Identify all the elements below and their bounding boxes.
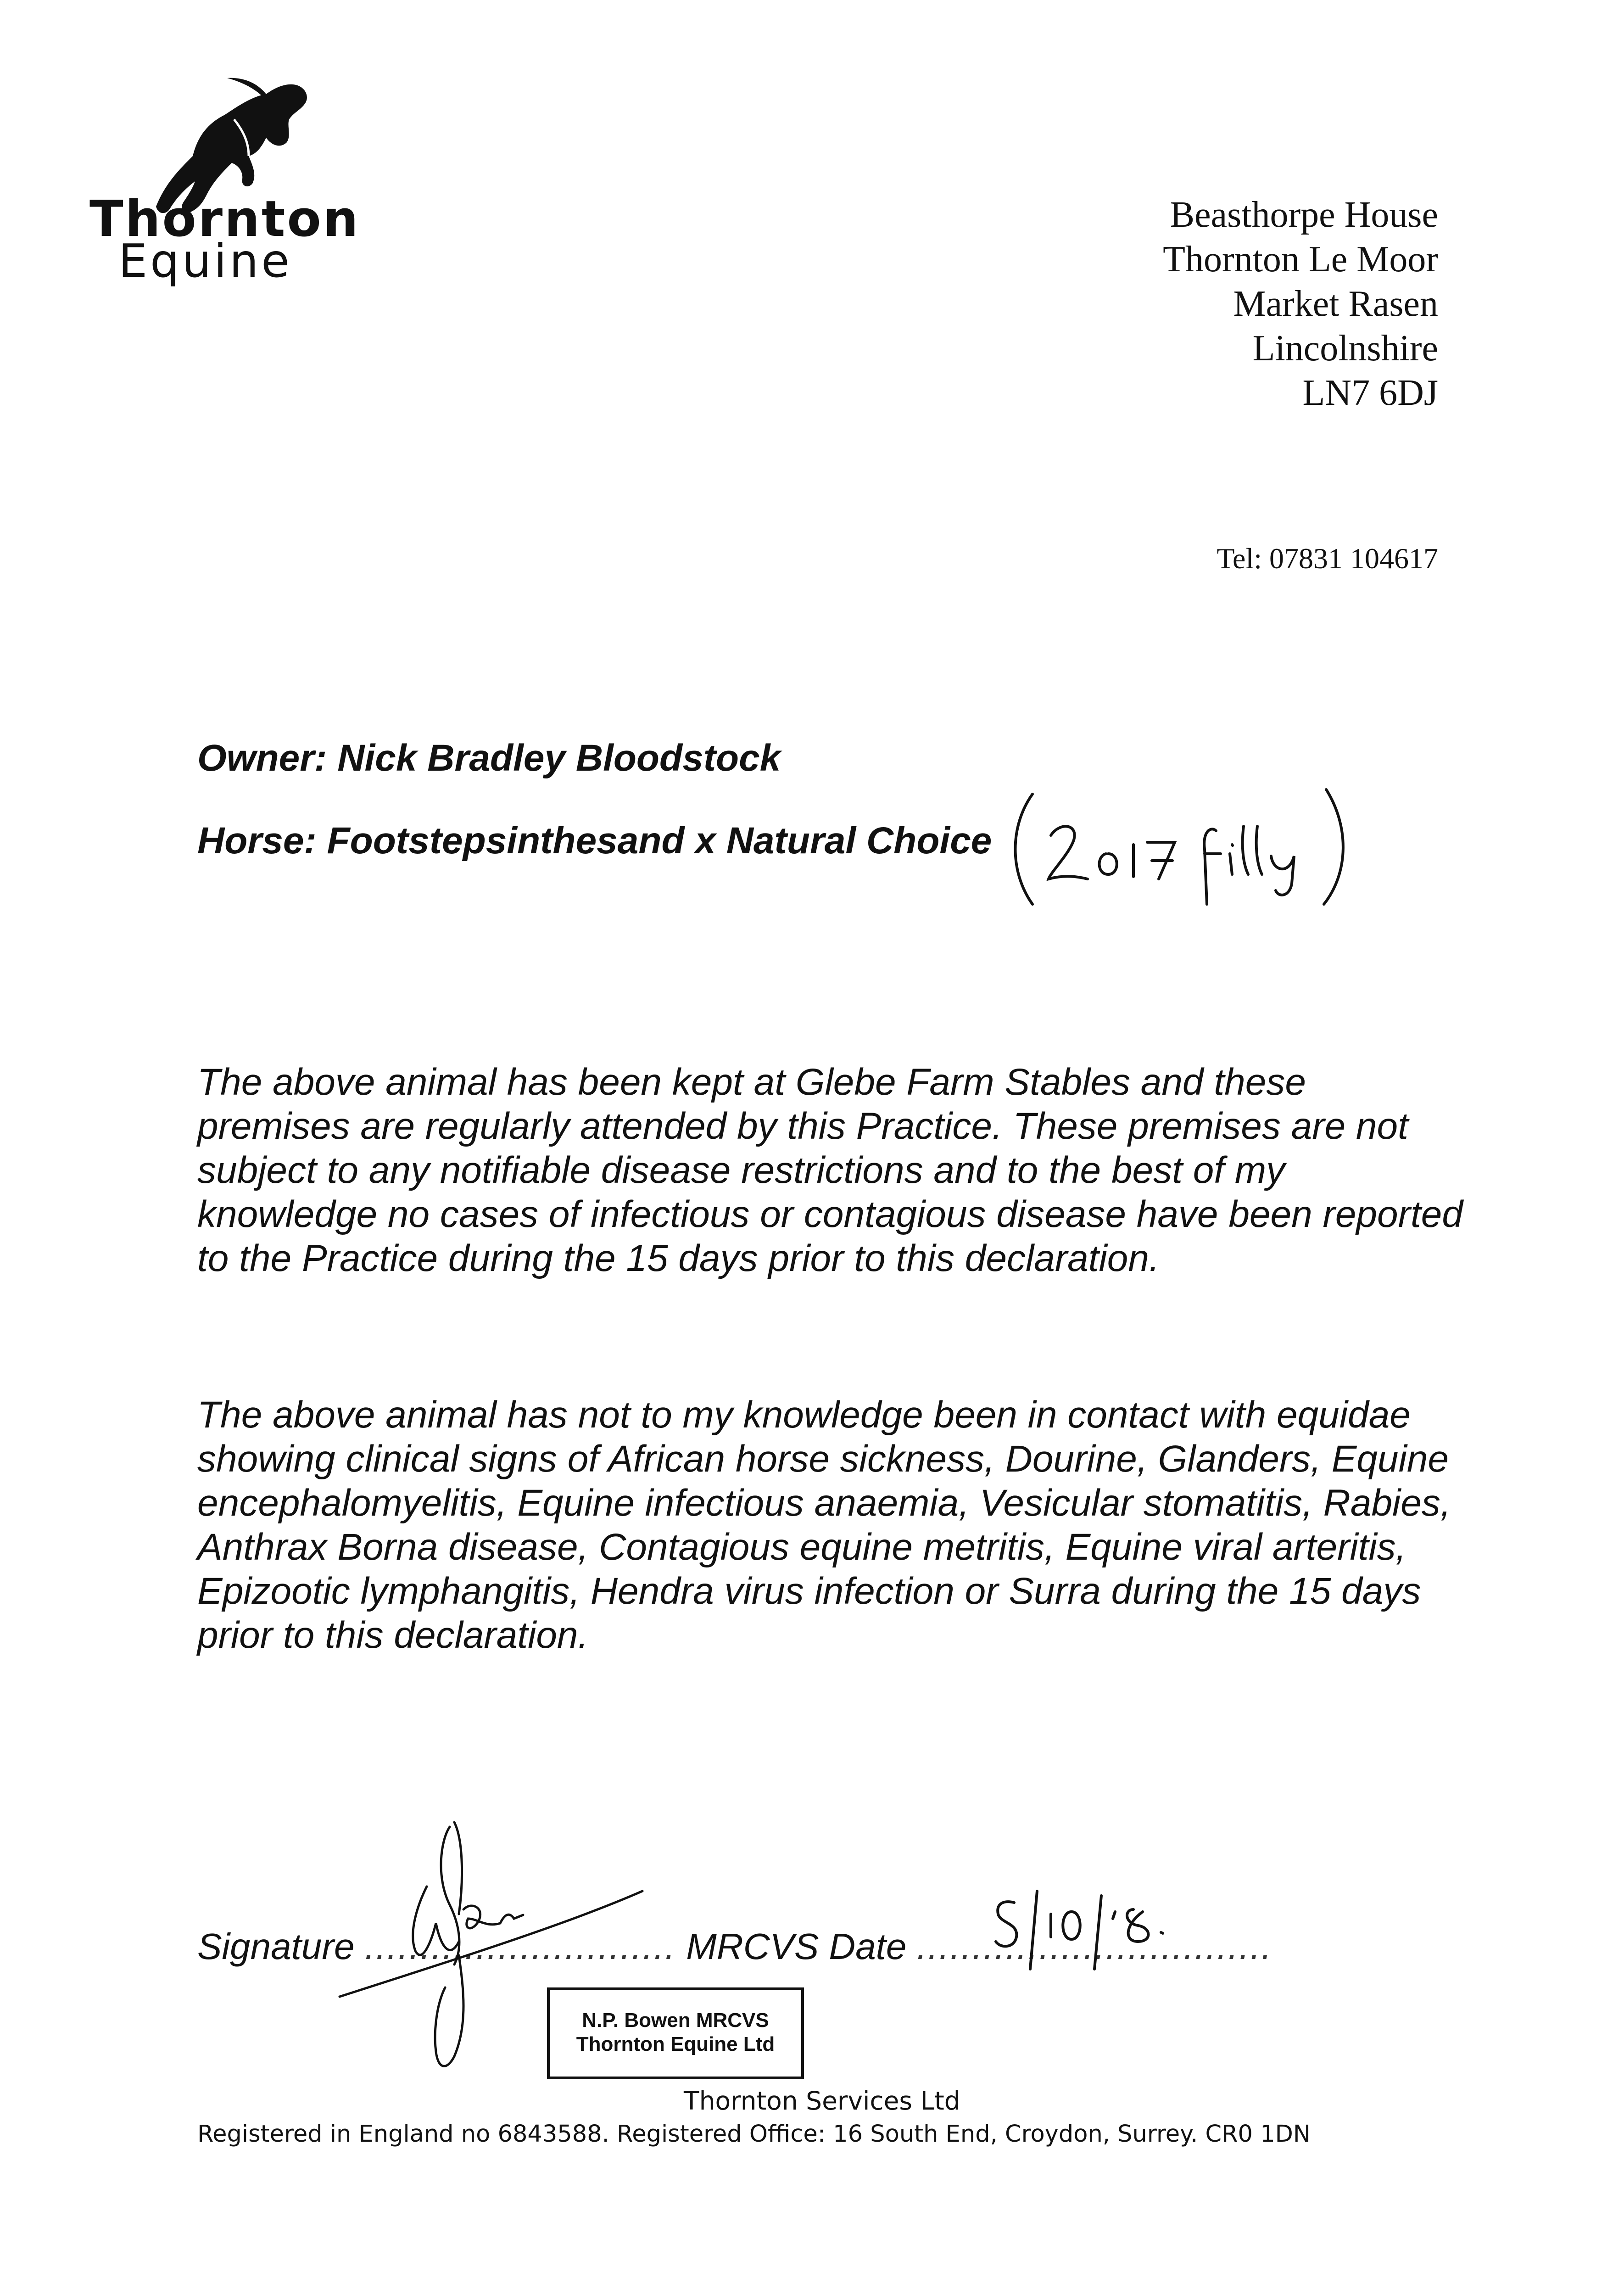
handwritten-date — [987, 1882, 1244, 1974]
date-dots: ................................ — [916, 1926, 1272, 1967]
telephone: Tel: 07831 104617 — [1217, 542, 1438, 575]
horse-line: Horse: Footstepsinthesand x Natural Choice — [197, 820, 992, 862]
address-line: Market Rasen — [1233, 284, 1438, 324]
signature-label: Signature — [197, 1926, 355, 1967]
mrcvs-date-label: MRCVS Date — [686, 1926, 907, 1967]
stamp-line-2: Thornton Equine Ltd — [576, 2033, 775, 2055]
logo-wordmark-top: Thornton — [89, 190, 360, 248]
declaration-paragraph-1: The above animal has been kept at Glebe Farm Stables and these premises are regularly attended by this Practice. These premises are not subject to any notifiable disease restrictions and to the best of my knowledge no cases of infectious or contagious disease have been reported to the Practice during the 15 days prior to this declaration. — [197, 1061, 1463, 1279]
address-line: Lincolnshire — [1252, 328, 1438, 369]
address-line: Beasthorpe House — [1170, 195, 1438, 235]
owner-line: Owner: Nick Bradley Bloodstock — [197, 737, 781, 779]
registered-office: Registered in England no 6843588. Registered Office: 16 South End, Croydon, Surrey. CR0 1DN — [197, 2121, 1311, 2148]
declaration-paragraph-2: The above animal has not to my knowledge been in contact with equidae showing clinical signs of African horse sickness, Dourine, Glanders, Equine encephalomyelitis, Equine infectious anaemia, Vesicular stomatitis, Rabies, Anthrax Borna disease, Contagious equine metritis, Equine viral arteritis, Epizootic lymphangitis, Hendra virus infection or Surra during the 15 days prior to this declaration. — [197, 1394, 1451, 1656]
company-name: Thornton Services Ltd — [684, 2086, 960, 2116]
address-line: Thornton Le Moor — [1163, 239, 1438, 280]
address-block — [1163, 193, 1438, 415]
stamp-line-1: N.P. Bowen MRCVS — [582, 2009, 769, 2032]
signature-dots: ............................ — [364, 1926, 676, 1967]
address-line: LN7 6DJ — [1302, 373, 1438, 413]
logo-wordmark-bottom: Equine — [118, 234, 292, 288]
practice-stamp — [547, 1987, 804, 2079]
handwritten-note — [1000, 780, 1358, 918]
